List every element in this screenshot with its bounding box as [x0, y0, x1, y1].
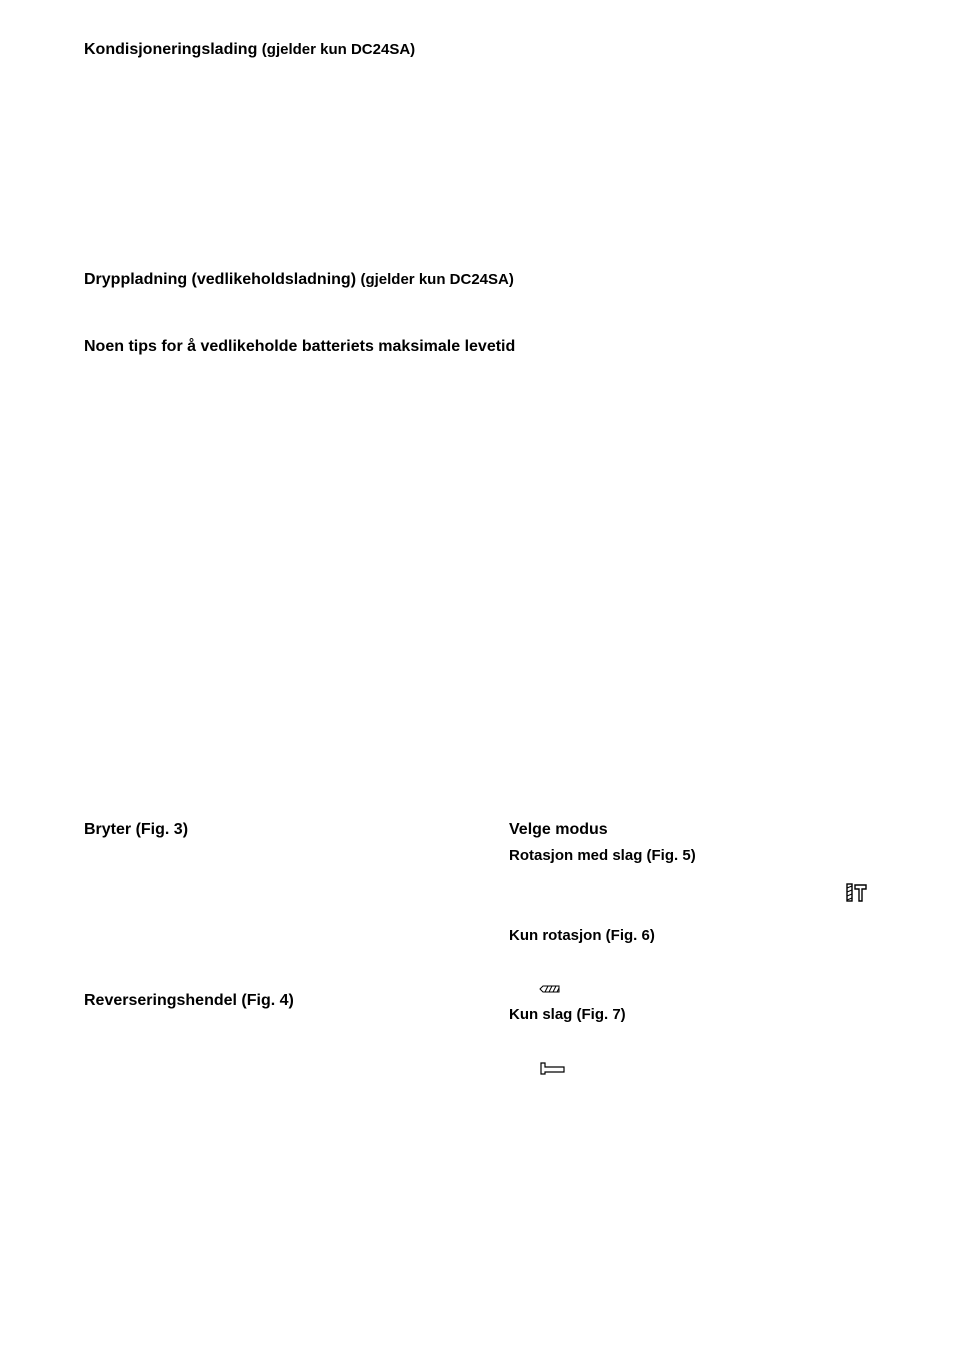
- mode-heading: Velge modus: [509, 821, 608, 838]
- conditioning-heading: [84, 40, 415, 60]
- drill-bit-icon: [539, 984, 561, 994]
- trickle-title: Dryppladning (vedlikeholdsladning): [84, 271, 357, 288]
- rotation-hammer-subheading: Rotasjon med slag (Fig. 5): [509, 847, 696, 864]
- switch-heading: Bryter (Fig. 3): [84, 821, 189, 838]
- tips-heading: Noen tips for å vedlikeholde batteriets maksimale levetid: [84, 338, 516, 355]
- rotation-only-subheading: Kun rotasjon (Fig. 6): [509, 927, 655, 944]
- trickle-heading: [84, 270, 514, 290]
- hammer-icon: [540, 1061, 566, 1075]
- conditioning-title: Kondisjoneringslading: [84, 41, 258, 58]
- hammer-only-subheading: Kun slag (Fig. 7): [509, 1006, 626, 1023]
- drill-hammer-icon: [845, 882, 869, 904]
- reverse-heading: Reverseringshendel (Fig. 4): [84, 992, 294, 1009]
- trickle-note: (gjelder kun DC24SA): [360, 271, 514, 288]
- conditioning-note: (gjelder kun DC24SA): [261, 41, 416, 58]
